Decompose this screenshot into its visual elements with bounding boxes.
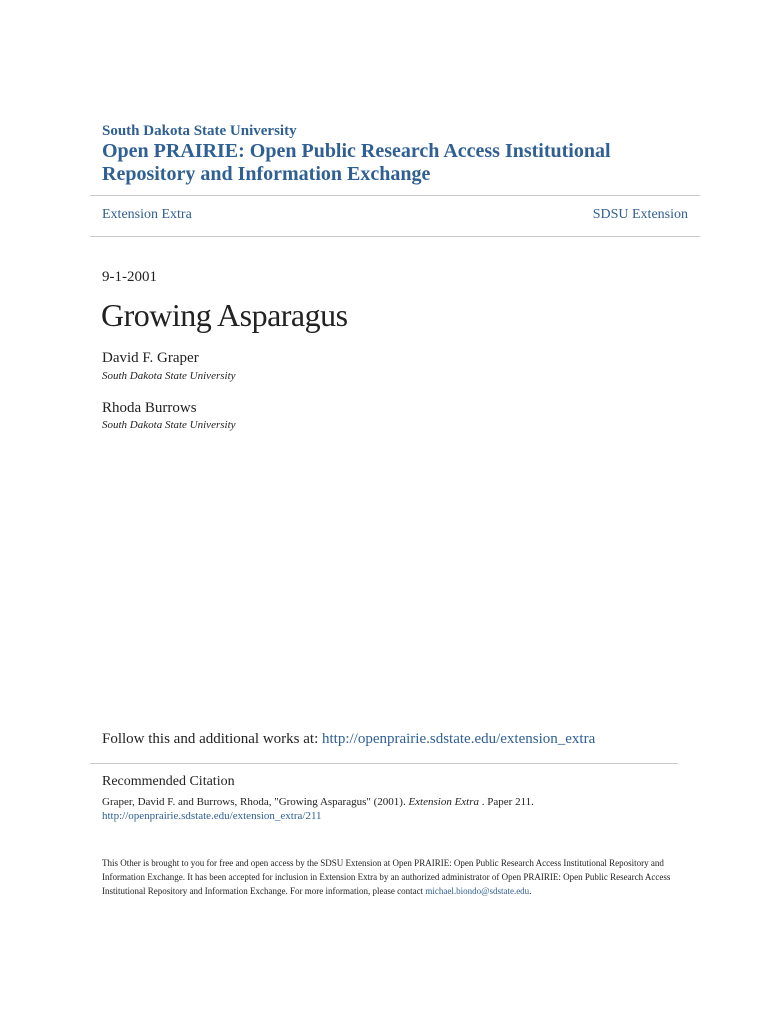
citation-text-before: Graper, David F. and Burrows, Rhoda, "Growing Asparagus" (2001). <box>102 796 409 808</box>
header-divider-bottom <box>90 236 700 237</box>
citation-link[interactable]: http://openprairie.sdstate.edu/extension_extra/211 <box>102 810 322 822</box>
author-affiliation: South Dakota State University <box>102 370 236 382</box>
notice-end: . <box>529 886 532 896</box>
author-name: David F. Graper <box>102 350 199 366</box>
contact-email-link[interactable]: michael.biondo@sdstate.edu <box>425 886 530 896</box>
citation-divider <box>90 763 678 764</box>
university-name[interactable]: South Dakota State University <box>102 123 297 139</box>
access-notice <box>102 856 682 898</box>
citation-text-after: . Paper 211. <box>479 796 534 808</box>
repository-name[interactable]: Open PRAIRIE: Open Public Research Access Institutional Repository and Information Exchange <box>102 140 611 185</box>
publication-date: 9-1-2001 <box>102 269 157 285</box>
header-divider-top <box>90 195 700 196</box>
citation-series: Extension Extra <box>408 796 480 808</box>
follow-link[interactable]: http://openprairie.sdstate.edu/extension_extra <box>321 731 596 747</box>
citation-heading: Recommended Citation <box>102 774 235 789</box>
document-title: Growing Asparagus <box>101 297 348 333</box>
notice-text: This Other is brought to you for free and open access by the SDSU Extension at Open PRAIRIE: Open Public Research Access Institutional Repository and Information Exchange. It has been accepted for inclusion in Extension Extra by an authorized administrator of Open PRAIRIE: Open Public Research Access Institutional Repository and Information Exchange. For more information, please contact <box>102 858 671 896</box>
series-link[interactable]: Extension Extra <box>102 207 192 222</box>
department-link[interactable]: SDSU Extension <box>592 207 688 222</box>
citation-text <box>102 796 534 808</box>
author-name: Rhoda Burrows <box>102 400 197 416</box>
author-affiliation: South Dakota State University <box>102 419 236 431</box>
follow-label: Follow this and additional works at: <box>102 731 322 747</box>
follow-line <box>102 731 595 748</box>
